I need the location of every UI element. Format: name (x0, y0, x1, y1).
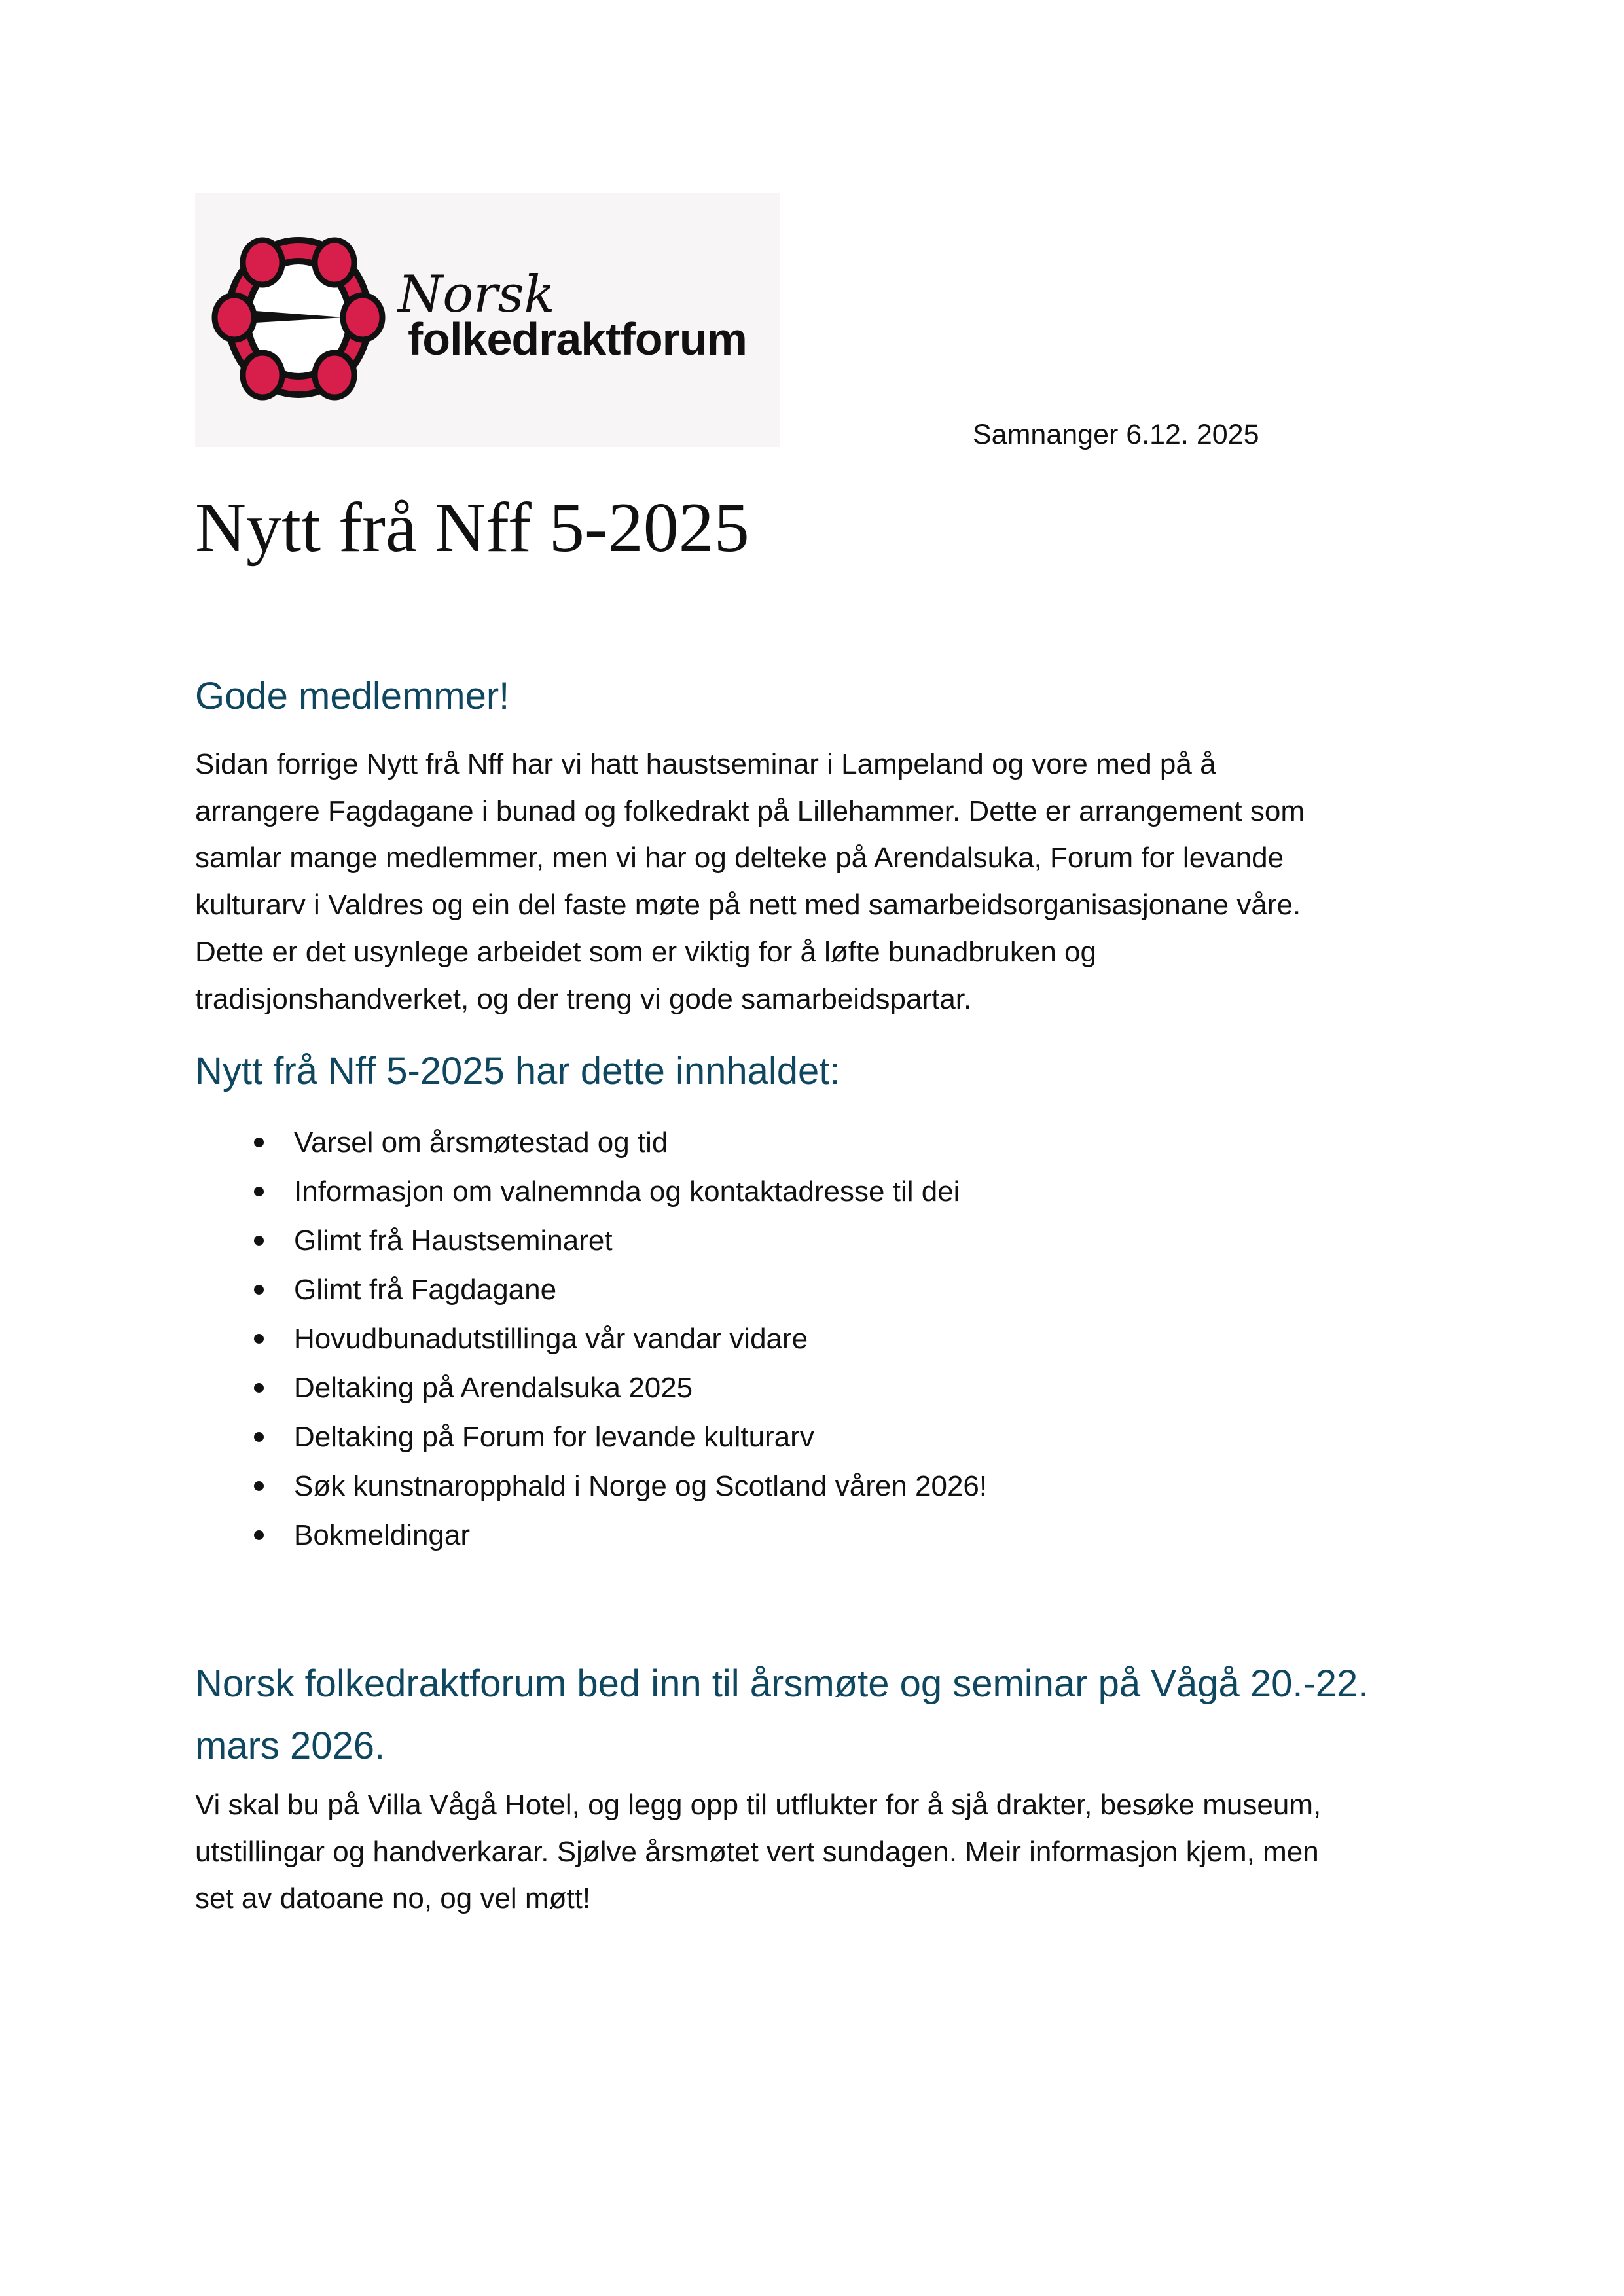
annual-meeting-paragraph (195, 1782, 1321, 1922)
paragraph-line: utstillingar og handverkarar. Sjølve årsmøtet vert sundagen. Meir informasjon kjem, men (195, 1835, 1319, 1868)
bullet-icon (254, 1432, 264, 1442)
logo-norsk-text: Norsk (398, 265, 555, 324)
paragraph-line: Vi skal bu på Villa Vågå Hotel, og legg opp til utflukter for å sjå drakter, besøke museum, (195, 1789, 1322, 1821)
paragraph-line: tradisjonshandverket, og der treng vi gode samarbeidspartar. (195, 982, 972, 1015)
brooch-icon (195, 193, 391, 447)
paragraph-line: set av datoane no, og vel møtt! (195, 1882, 591, 1915)
paragraph-line: kulturarv i Valdres og ein del faste møte på nett med samarbeidsorganisasjonane våre. (195, 889, 1301, 922)
bullet-icon (254, 1285, 264, 1295)
document-title: Nytt frå Nff 5-2025 (195, 489, 749, 567)
bullet-icon (254, 1138, 264, 1147)
bullet-icon (254, 1334, 264, 1344)
paragraph-line: arrangere Fagdagane i bunad og folkedrakt på Lillehammer. Dette er arrangement som (195, 795, 1305, 827)
logo-folkedraktforum-text: folkedraktforum (408, 314, 747, 365)
paragraph-line: samlar mange medlemmer, men vi har og delteke på Arendalsuka, Forum for levande (195, 842, 1284, 874)
section-heading-annual-meeting: Norsk folkedraktforum bed inn til årsmøte og seminar på Vågå 20.-22. mars 2026. (195, 1662, 1369, 1767)
section-heading-greeting: Gode medlemmer! (195, 675, 510, 717)
paragraph-line: Sidan forrige Nytt frå Nff har vi hatt haustseminar i Lampeland og vore med på å (195, 748, 1216, 780)
logo (195, 193, 780, 447)
bullet-icon (254, 1187, 264, 1196)
bullet-icon (254, 1530, 264, 1540)
section-heading-contents: Nytt frå Nff 5-2025 har dette innhaldet: (195, 1050, 840, 1092)
paragraph-line: Dette er det usynlege arbeidet som er viktig for å løfte bunadbruken og (195, 935, 1096, 968)
bullet-icon (254, 1481, 264, 1491)
bullet-icon (254, 1236, 264, 1246)
bullet-icon (254, 1383, 264, 1393)
intro-paragraph (195, 741, 1305, 1022)
document-date: Samnanger 6.12. 2025 (973, 419, 1259, 450)
